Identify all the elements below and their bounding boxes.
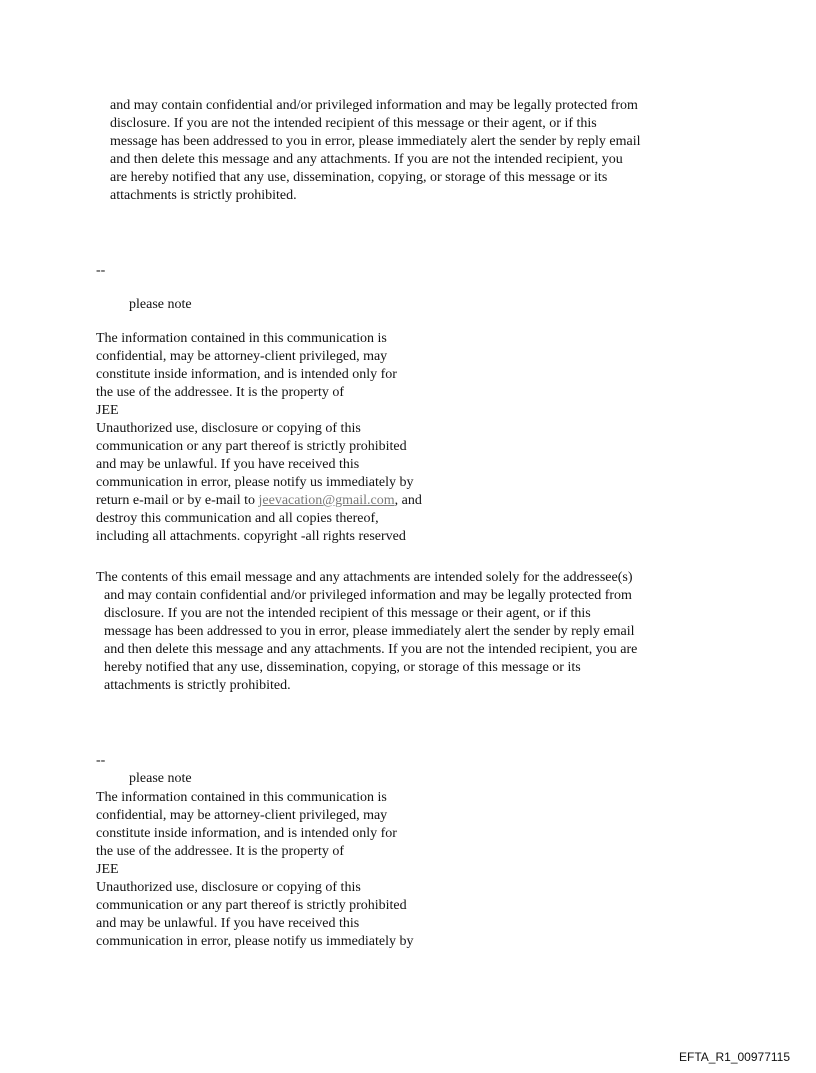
signature-2-line: the use of the addressee. It is the property of [96, 844, 345, 859]
signature-block-1 [96, 330, 422, 546]
signature-1-line: and may be unlawful. If you have received this [96, 457, 360, 472]
signature-1-line: the use of the addressee. It is the property of [96, 385, 345, 400]
disclaimer-2-line: and may contain confidential and/or privileged information and may be legally protected from [104, 588, 632, 603]
disclaimer-2-line: and then delete this message and any attachments. If you are not the intended recipient, you are [104, 642, 638, 657]
signature-block-2 [96, 789, 413, 951]
signature-2-line: constitute inside information, and is intended only for [96, 826, 397, 841]
signature-2-line: confidential, may be attorney-client privileged, may [96, 808, 388, 823]
disclaimer-1-line: message has been addressed to you in error, please immediately alert the sender by reply email [110, 134, 641, 149]
disclaimer-1-line: attachments is strictly prohibited. [110, 188, 297, 203]
signature-1-line: including all attachments. copyright -all rights reserved [96, 529, 406, 544]
disclaimer-1-line: are hereby notified that any use, dissemination, copying, or storage of this message or its [110, 170, 608, 185]
signature-2-line: communication or any part thereof is strictly prohibited [96, 898, 407, 913]
disclaimer-1-line: and then delete this message and any attachments. If you are not the intended recipient, you [110, 152, 623, 167]
signature-1-return-line [96, 492, 422, 510]
signature-1-line: constitute inside information, and is intended only for [96, 367, 397, 382]
email-link[interactable]: jeevacation@gmail.com [258, 493, 395, 508]
return-line-prefix: return e-mail or by e-mail to [96, 493, 259, 508]
disclaimer-2-line: attachments is strictly prohibited. [104, 678, 291, 693]
signature-separator-2: -- [96, 753, 106, 768]
disclaimer-block-1 [110, 97, 640, 205]
signature-1-line: communication or any part thereof is strictly prohibited [96, 439, 407, 454]
disclaimer-2-line: message has been addressed to you in error, please immediately alert the sender by reply email [104, 624, 635, 639]
disclaimer-block-2 [104, 587, 637, 695]
signature-2-line: communication in error, please notify us immediately by [96, 934, 414, 949]
signature-2-line: The information contained in this communication is [96, 790, 387, 805]
signature-1-line: The information contained in this communication is [96, 331, 387, 346]
signature-2-line: JEE [96, 862, 119, 877]
signature-note-1: please note [129, 297, 192, 312]
signature-2-line: and may be unlawful. If you have received this [96, 916, 360, 931]
signature-2-line: Unauthorized use, disclosure or copying of this [96, 880, 361, 895]
return-line-suffix: , and [394, 493, 422, 508]
signature-1-line: JEE [96, 403, 119, 418]
disclaimer-2-first-line: The contents of this email message and any attachments are intended solely for the addressee(s) [96, 570, 633, 585]
signature-separator-1: -- [96, 263, 106, 278]
disclaimer-1-line: and may contain confidential and/or privileged information and may be legally protected from [110, 98, 638, 113]
document-id-footer: EFTA_R1_00977115 [679, 1050, 790, 1064]
signature-1-line: confidential, may be attorney-client privileged, may [96, 349, 388, 364]
disclaimer-2-line: disclosure. If you are not the intended recipient of this message or their agent, or if this [104, 606, 591, 621]
disclaimer-1-line: disclosure. If you are not the intended recipient of this message or their agent, or if this [110, 116, 597, 131]
signature-1-line: communication in error, please notify us immediately by [96, 475, 414, 490]
signature-1-line: destroy this communication and all copies thereof, [96, 511, 379, 526]
signature-1-line: Unauthorized use, disclosure or copying of this [96, 421, 361, 436]
signature-note-2: please note [129, 771, 192, 786]
disclaimer-2-line: hereby notified that any use, dissemination, copying, or storage of this message or its [104, 660, 581, 675]
